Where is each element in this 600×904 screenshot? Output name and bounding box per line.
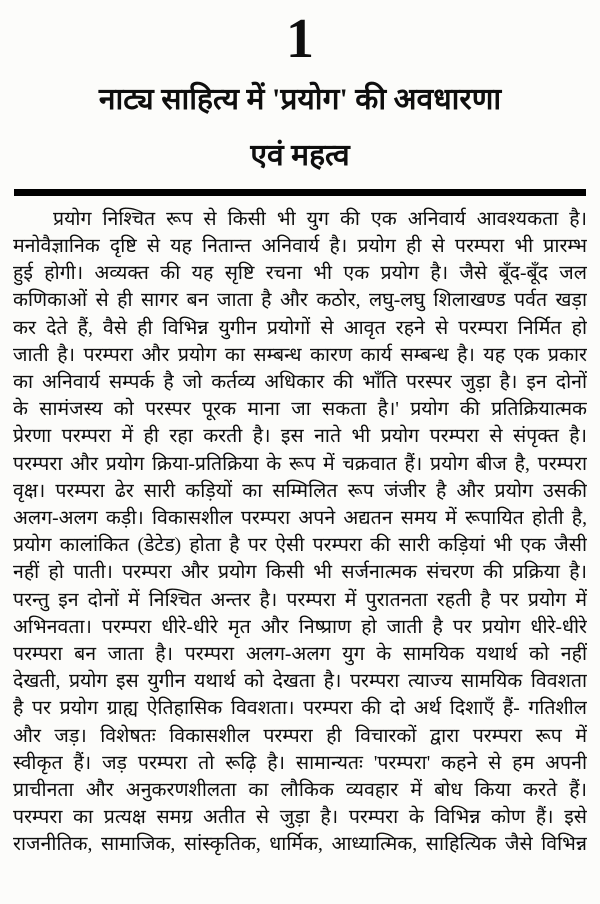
page-title-line-1: नाट्य साहित्य में 'प्रयोग' की अवधारणा <box>98 82 502 116</box>
body-text-line: मनोवैज्ञानिक दृष्टि से यह नितान्त अनिवार्य है। प्रयोग ही से परम्परा भी प्रारम्भ <box>13 236 587 257</box>
body-text-line: अलग-अलग कड़ी। विकासशील परम्परा अपने अद्यतन समय में रूपायित होती है, <box>13 508 587 530</box>
body-text-line: राजनीतिक, सामाजिक, सांस्कृतिक, धार्मिक, आध्यात्मिक, साहित्यिक जैसे विभिन्न <box>13 834 587 856</box>
body-text-line: प्रयोग निश्चित रूप से किसी भी युग की एक अनिवार्य आवश्यकता है। <box>53 208 587 230</box>
body-text-line: अभिनवता। परम्परा धीरे-धीरे मृत और निष्प्राण हो जाती है पर प्रयोग धीरे-धीरे <box>13 616 587 638</box>
page-title-line-2: एवं महत्व <box>250 138 350 172</box>
chapter-number: 1 <box>286 8 314 70</box>
body-text-line: और जड़। विशेषतः विकासशील परम्परा ही विचारकों द्वारा परम्परा रूप में <box>13 725 587 747</box>
body-text-line: परम्परा का प्रत्यक्ष समग्र अतीत से जुड़ा है। परम्परा के विभिन्न कोण हैं। इसे <box>13 807 587 829</box>
body-text-line: नहीं हो पाती। परम्परा और प्रयोग किसी भी सर्जनात्मक संचरण की प्रक्रिया है। <box>13 562 587 584</box>
body-text-line: स्वीकृत हैं। जड़ परम्परा तो रूढ़ि है। सामान्यतः 'परम्परा' कहने से हम अपनी <box>13 752 587 774</box>
body-text-line: देखती, प्रयोग इस युगीन यथार्थ को देखता है। परम्परा त्याज्य सामयिक विवशता <box>13 671 587 693</box>
body-text-line: कणिकाओं से ही सागर बन जाता है और कठोर, लघु-लघु शिलाखण्ड पर्वत खड़ा <box>13 290 587 312</box>
body-text-line: के सामंजस्य को परस्पर पूरक माना जा सकता है।' प्रयोग की प्रतिक्रियात्मक <box>13 399 587 421</box>
page-title <box>13 82 587 172</box>
body-text-line: है पर प्रयोग ग्राह्य ऐतिहासिक विवशता। परम्परा की दो अर्थ दिशाएँ हैं- गतिशील <box>13 698 587 720</box>
body-text-line: प्रयोग कालांकित (डेटेड) होता है पर ऐसी परम्परा की सारी कड़ियां भी एक जैसी <box>13 535 587 557</box>
body-text-line: कर देते हैं, वैसे ही विभिन्न युगीन प्रयोगों से आवृत रहने से परम्परा निर्मित हो <box>13 317 587 339</box>
body-text-line: प्राचीनता और अनुकरणशीलता का लौकिक व्यवहार में बोध किया करते हैं। <box>13 780 587 802</box>
body-text-line: परन्तु इन दोनों में निश्चित अन्तर है। परम्परा में पुरातनता रहती है पर प्रयोग में <box>13 589 587 611</box>
body-text-line: का अनिवार्य सम्पर्क है जो कर्तव्य अधिकार की भाँति परस्पर जुड़ा है। इन दोनों <box>13 372 587 394</box>
body-paragraph <box>13 206 587 859</box>
body-text-line: वृक्ष। परम्परा ढेर सारी कड़ियों का सम्मिलित रूप जंजीर है और प्रयोग उसकी <box>13 480 587 502</box>
body-text-line: हुई होगी। अव्यक्त की यह सृष्टि रचना भी एक प्रयोग है। जैसे बूँद-बूँद जल <box>13 263 587 285</box>
body-text-line: जाती है। परम्परा और प्रयोग का सम्बन्ध कारण कार्य सम्बन्ध है। यह एक प्रकार <box>13 344 587 366</box>
section-divider-rule <box>14 189 586 196</box>
body-text-line: प्रेरणा परम्परा में ही रहा करती है। इस नाते भी प्रयोग परम्परा से संपृक्त है। <box>13 426 587 448</box>
body-text-line: परम्परा और प्रयोग क्रिया-प्रतिक्रिया के रूप में चक्रवात हैं। प्रयोग बीज है, परम्परा <box>13 453 587 475</box>
body-text-line: परम्परा बन जाता है। परम्परा अलग-अलग युग के सामयिक यथार्थ को नहीं <box>13 644 587 666</box>
